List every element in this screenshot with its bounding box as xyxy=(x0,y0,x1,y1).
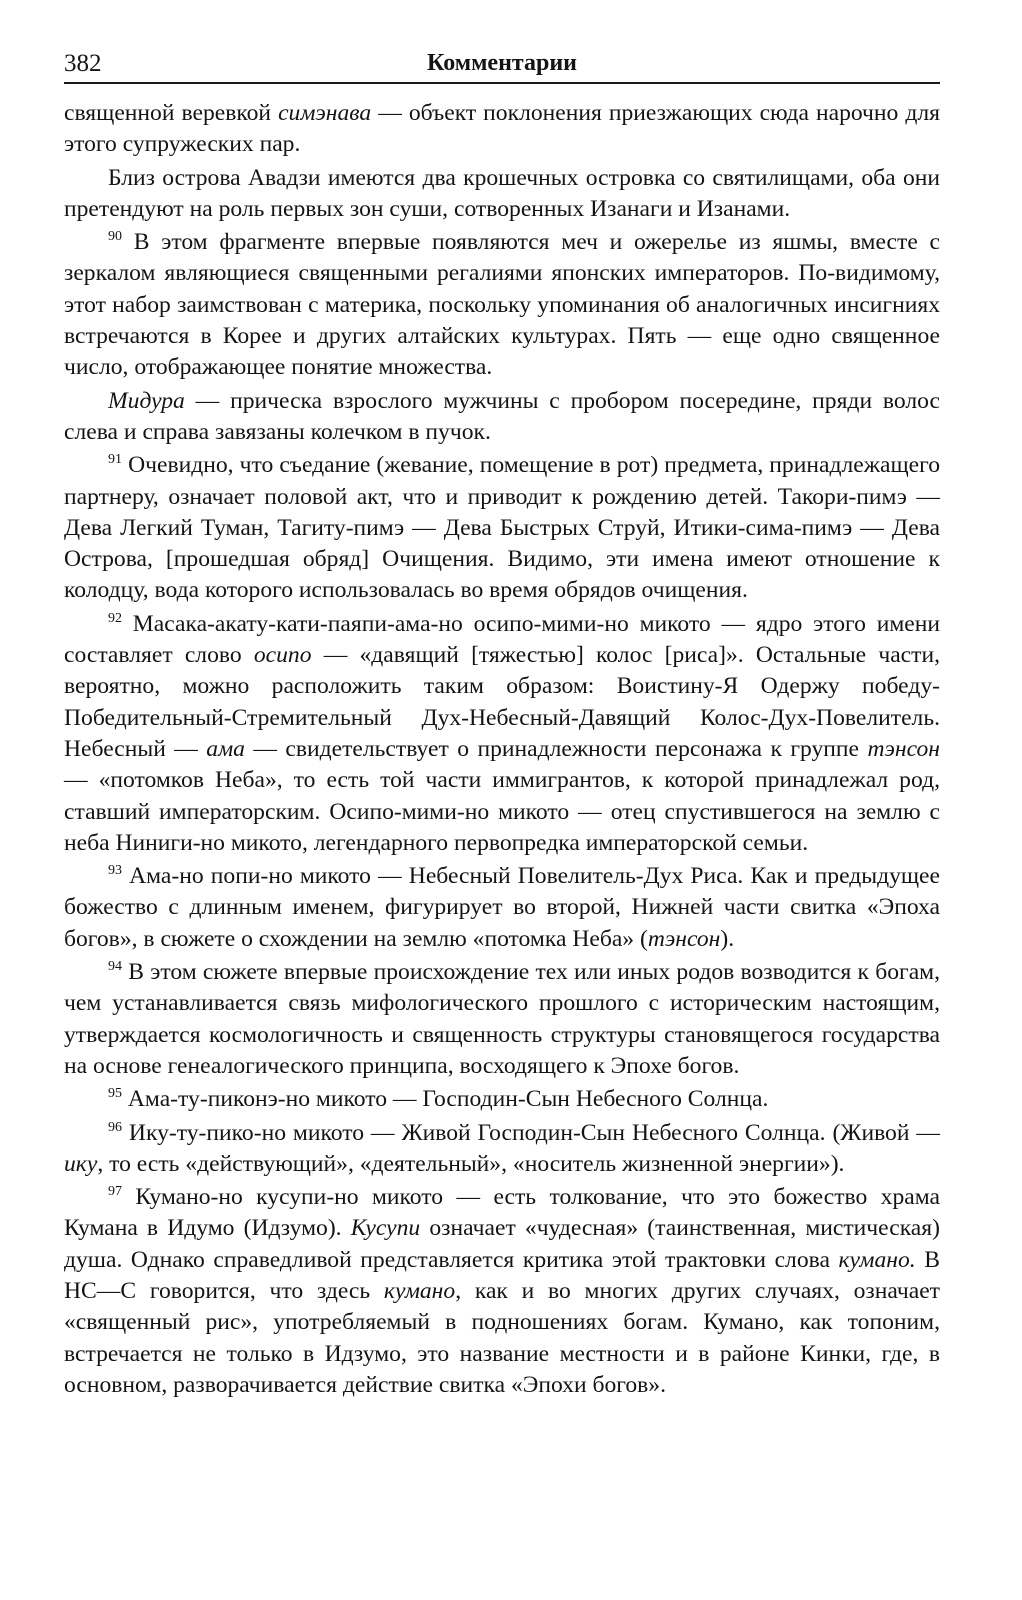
paragraph-continuation: священной веревкой симэнава — объект поклонения приезжающих сюда нарочно для этого супружеских пар. xyxy=(64,100,940,158)
term-italic: осипо xyxy=(253,642,312,669)
footnote-number: 92 xyxy=(108,610,122,626)
term-italic: Мидура xyxy=(108,387,185,414)
term-italic: ику xyxy=(64,1150,98,1177)
footnote-number: 97 xyxy=(108,1184,122,1200)
footnote-number: 94 xyxy=(108,959,122,975)
page-body xyxy=(64,98,940,1401)
footnote-number: 96 xyxy=(108,1119,122,1135)
paragraph: Близ острова Авадзи имеются два крошечных островка со святилищами, оба они претендуют на роль первых зон суши, сотворенных Изанаги и Изанами. xyxy=(64,164,940,222)
note-94: $^{94}$ В этом сюжете впервые происхождение тех или иных родов возводится к богам, чем устанавливается связь мифологического прошлого с историческим настоящим, утверждается космологичность и священность структуры становящегося государства на основе генеалогического принципа, восходящего к Эпохе богов. xyxy=(64,959,940,1079)
term-italic: симэнава xyxy=(278,100,372,126)
footnote-number: 95 xyxy=(108,1086,122,1102)
footnote-number: 91 xyxy=(108,452,122,468)
note-91: $^{91}$ Очевидно, что съедание (жевание, помещение в рот) предмета, принадлежащего партнеру, означает половой акт, что и приводит к рождению детей. Такори-пимэ — Дева Легкий Туман, Тагиту-пимэ — Дева Быстрых Струй, Итики-сима-пимэ — Дева Острова, [прошедшая обряд] Очищения. Видимо, эти имена имеют отношение к колодцу, вода которого использовалась во время обрядов очищения. xyxy=(64,452,940,604)
note-95: $^{95}$ Ама-ту-пиконэ-но микото — Господин-Сын Небесного Солнца. xyxy=(108,1086,769,1113)
term-italic: кумано. xyxy=(838,1246,916,1273)
note-92: $^{92}$ Масака-акату-кати-паяпи-ама-но осипо-мими-но микото — ядро этого имени составляет слово осипо — «давящий [тяжестью] колос [риса]». Остальные части, вероятно, можно расположить таким образом: Воистину-Я Одержу победу-Победительный-Стремительный Дух-Небесный-Давящий Колос-Дух-Повелитель. Небесный — ама — свидетельствует о принадлежности персонажа к группе тэнсон — «потомков Неба», то есть той части иммигрантов, к которой принадлежал род, ставший императорским. Осипо-мими-но микото — отец спустившегося на землю с неба Ниниги-но микото, легендарного первопредка императорской семьи. xyxy=(64,610,940,856)
note-97: $^{97}$ Кумано-но кусупи-но микото — есть толкование, что это божество храма Кумана в Идумо (Идзумо). Кусупи означает «чудесная» (таинственная, мистическая) душа. Однако справедливой представляется критика этой трактовки слова кумано. В НС—С говорится, что здесь кумано, как и во многих других случаях, означает «священный рис», употребляемый в подношениях богам. Кумано, как топоним, встречается не только в Идзумо, это название местности и в районе Кинки, где, в основном, разворачивается действие свитка «Эпохи богов». xyxy=(64,1184,940,1398)
note-90: $^{90}$ В этом фрагменте впервые появляются меч и ожерелье из яшмы, вместе с зеркалом являющиеся священными регалиями японских императоров. По-видимому, этот набор заимствован с материка, поскольку упоминания об аналогичных инсигниях встречаются в Корее и других алтайских культурах. Пять — еще одно священное число, отображающее понятие множества. xyxy=(64,229,940,381)
footnote-number: 90 xyxy=(108,229,122,245)
paragraph-midura: Мидура — прическа взрослого мужчины с пробором посередине, пряди волос слева и справа завязаны колечком в пучок. xyxy=(64,387,940,445)
term-italic: Кусупи xyxy=(350,1215,421,1242)
footnote-number: 93 xyxy=(108,863,122,879)
page-header xyxy=(64,42,940,84)
page-number: 382 xyxy=(64,50,102,77)
term-italic: ама xyxy=(206,735,245,762)
term-italic: кумано xyxy=(383,1277,456,1304)
running-title: Комментарии xyxy=(426,50,577,76)
term-italic: тэнсон xyxy=(647,925,721,952)
term-italic: тэнсон xyxy=(867,735,940,762)
note-93: $^{93}$ Ама-но попи-но микото — Небесный Повелитель-Дух Риса. Как и предыдущее божество с длинным именем, фигурирует во второй, Нижней части свитка «Эпоха богов», в сюжете о схождении на землю «потомка Неба» (тэнсон). xyxy=(64,863,940,952)
note-96: $^{96}$ Ику-ту-пико-но микото — Живой Господин-Сын Небесного Солнца. (Живой — ику, то есть «действующий», «деятельный», «носитель жизненной энергии»). xyxy=(64,1119,940,1177)
